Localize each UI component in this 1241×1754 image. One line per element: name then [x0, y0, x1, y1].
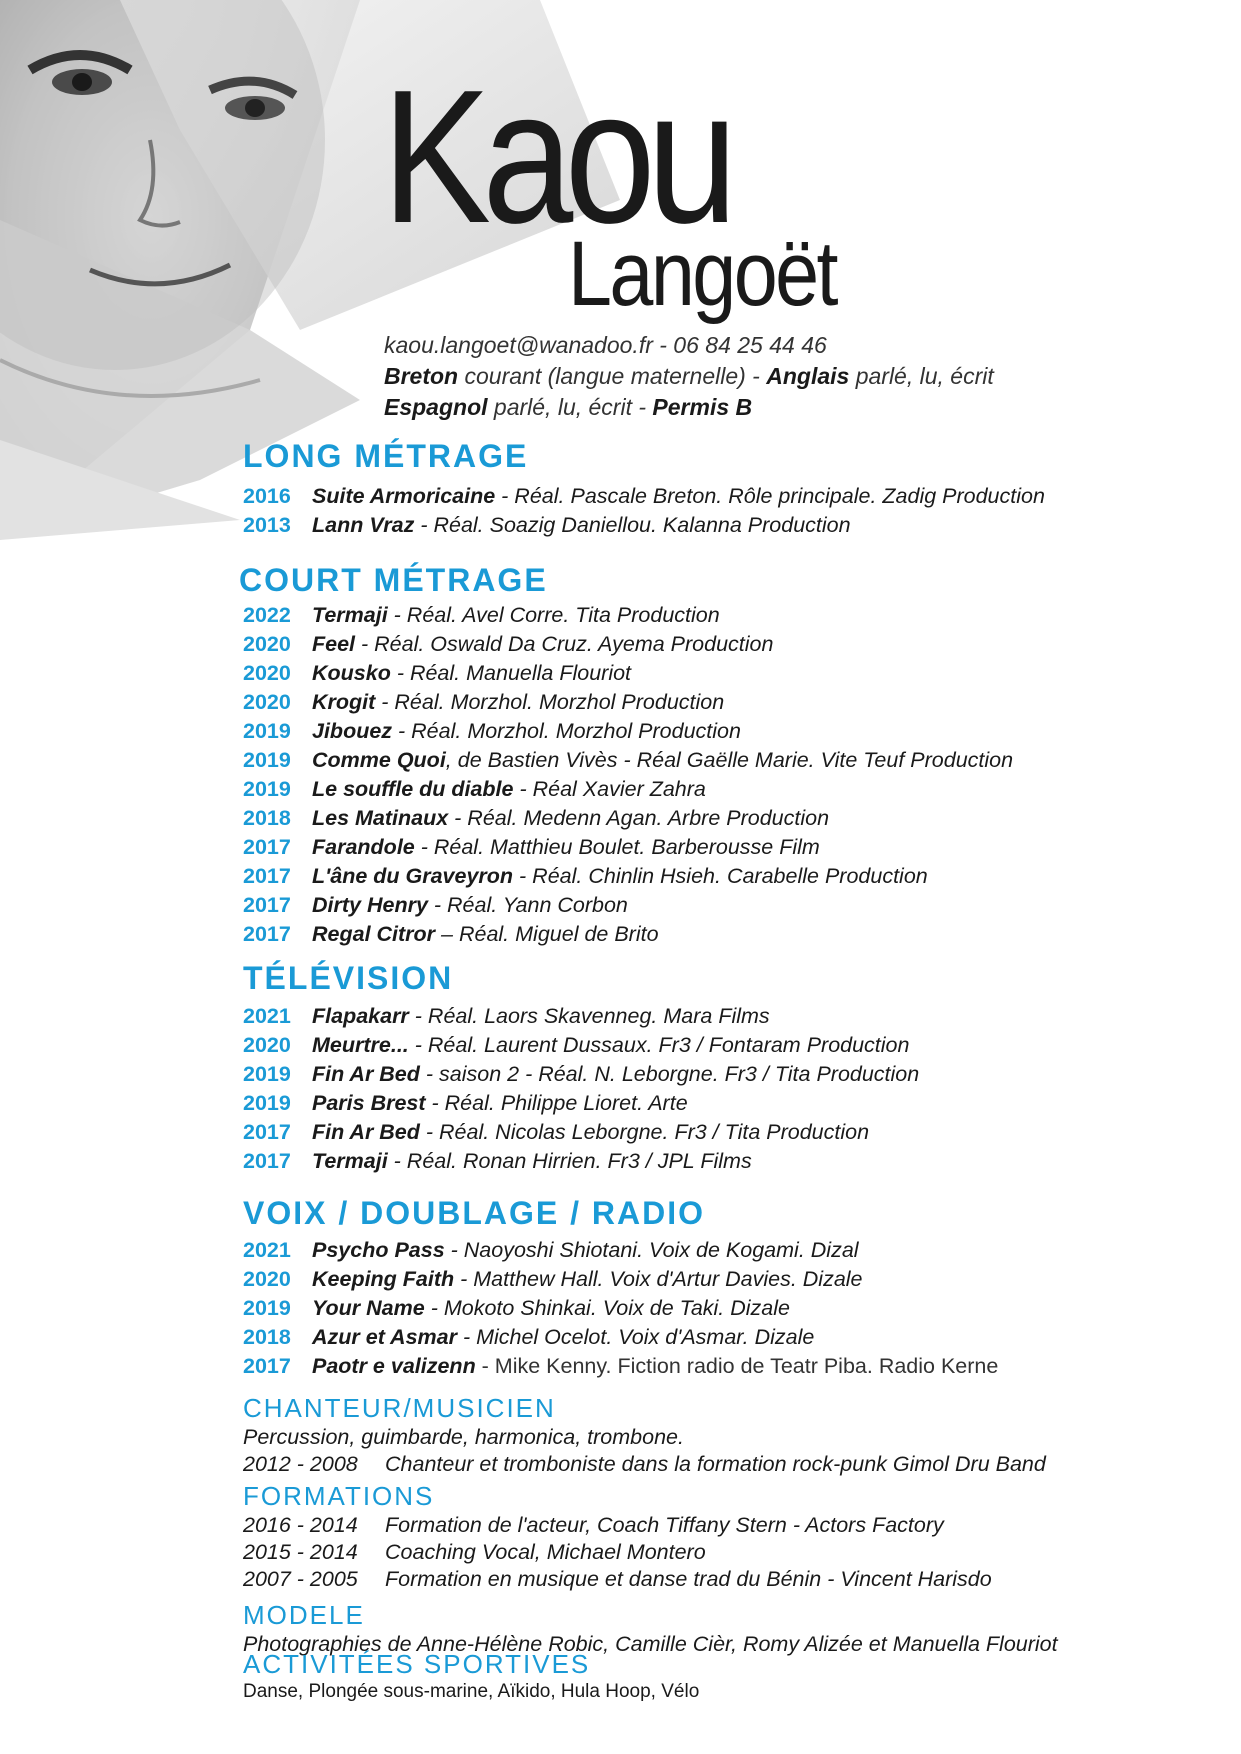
list-item [243, 775, 1013, 804]
section-heading-voix: VOIX / DOUBLAGE / RADIO [243, 1195, 706, 1231]
language-detail: courant (langue maternelle) - [458, 363, 767, 389]
entry-year: 2020 [243, 1267, 291, 1291]
entry-year: 2017 [243, 835, 291, 859]
chanteur-instruments: Percussion, guimbarde, harmonica, trombone. [243, 1425, 684, 1449]
entry-title: Keeping Faith [312, 1267, 455, 1291]
list-item [243, 862, 1013, 891]
section-heading-sports: ACTIVITÉES SPORTIVES [243, 1649, 591, 1679]
entry-year: 2018 [243, 1325, 291, 1349]
list-item [243, 833, 1013, 862]
modele-text: Photographies de Anne-Hélène Robic, Camille Cièr, Romy Alizée et Manuella Flouriot [243, 1632, 1058, 1656]
entry-title: Flapakarr [312, 1004, 409, 1028]
list-item [243, 511, 1045, 540]
language-name: Anglais [766, 363, 850, 389]
entry-title: Paotr e valizenn [312, 1354, 476, 1378]
entry-detail: - Mokoto Shinkai. Voix de Taki. Dizale [424, 1296, 790, 1320]
entry-year: 2019 [243, 777, 291, 801]
entry-title: Regal Citror [312, 922, 436, 946]
entry-title: Azur et Asmar [312, 1325, 457, 1349]
list-item [243, 1323, 998, 1352]
entry-detail: - Réal. Manuella Flouriot [390, 661, 632, 685]
entry-detail: - Réal. Laors Skavenneg. Mara Films [408, 1004, 770, 1028]
entry-title: Farandole [312, 835, 415, 859]
last-name: Langoët [568, 223, 836, 325]
entry-year: 2017 [243, 1354, 291, 1378]
list-item [243, 1566, 992, 1593]
entry-detail: - Réal. Pascale Breton. Rôle principale. Zadig Production [495, 484, 1045, 508]
entry-detail: – Réal. Miguel de Brito [435, 922, 659, 946]
entry-title: Paris Brest [312, 1091, 426, 1115]
chanteur-text: Chanteur et tromboniste dans la formation rock-punk Gimol Dru Band [385, 1452, 1046, 1476]
list-item [243, 1002, 919, 1031]
language-detail: parlé, lu, écrit [849, 363, 994, 389]
television-list [243, 1002, 919, 1176]
language-name: Permis B [652, 394, 753, 420]
entry-period: 2016 - 2014 [243, 1513, 358, 1537]
language-name: Breton [384, 363, 459, 389]
entry-year: 2016 [243, 484, 291, 508]
entry-title: Krogit [312, 690, 376, 714]
entry-year: 2017 [243, 1149, 291, 1173]
entry-title: Les Matinaux [312, 806, 449, 830]
list-item [243, 1539, 992, 1566]
list-item [243, 1352, 998, 1381]
voix-list [243, 1236, 998, 1381]
entry-detail: - Réal. Ronan Hirrien. Fr3 / JPL Films [387, 1149, 752, 1173]
list-item [243, 1236, 998, 1265]
entry-text: Coaching Vocal, Michael Montero [385, 1540, 706, 1564]
entry-year: 2020 [243, 632, 291, 656]
court-metrage-list [243, 601, 1013, 949]
list-item [243, 1294, 998, 1323]
entry-detail: - Réal. Morzhol. Morzhol Production [375, 690, 725, 714]
list-item [243, 1265, 998, 1294]
entry-year: 2022 [243, 603, 291, 627]
entry-title: Dirty Henry [312, 893, 428, 917]
entry-title: L'âne du Graveyron [312, 864, 514, 888]
entry-year: 2019 [243, 719, 291, 743]
entry-title: Lann Vraz [312, 513, 415, 537]
entry-detail: , de Bastien Vivès - Réal Gaëlle Marie. Vite Teuf Production [445, 748, 1014, 772]
entry-title: Psycho Pass [312, 1238, 445, 1262]
contact-block [384, 330, 994, 423]
entry-detail: - Réal. Yann Corbon [427, 893, 628, 917]
list-item [243, 746, 1013, 775]
entry-detail: - Réal. Oswald Da Cruz. Ayema Production [355, 632, 774, 656]
entry-year: 2019 [243, 1296, 291, 1320]
entry-detail: - Michel Ocelot. Voix d'Asmar. Dizale [456, 1325, 815, 1349]
list-item [243, 1118, 919, 1147]
entry-detail: - saison 2 - Réal. N. Leborgne. Fr3 / Tita Production [419, 1062, 920, 1086]
section-heading-long-metrage: LONG MÉTRAGE [243, 438, 529, 474]
entry-title: Suite Armoricaine [312, 484, 496, 508]
entry-detail: - Réal. Matthieu Boulet. Barberousse Film [414, 835, 820, 859]
entry-title: Fin Ar Bed [312, 1120, 420, 1144]
list-item [243, 1512, 992, 1539]
entry-year: 2017 [243, 1120, 291, 1144]
entry-title: Kousko [312, 661, 391, 685]
chanteur-entry [243, 1451, 1046, 1478]
list-item [243, 1031, 919, 1060]
entry-year: 2013 [243, 513, 291, 537]
entry-year: 2019 [243, 1062, 291, 1086]
entry-detail: - Réal. Nicolas Leborgne. Fr3 / Tita Production [419, 1120, 870, 1144]
entry-detail: - Réal. Morzhol. Morzhol Production [392, 719, 741, 743]
list-item [243, 891, 1013, 920]
entry-detail: - Réal. Chinlin Hsieh. Carabelle Production [513, 864, 928, 888]
entry-year: 2018 [243, 806, 291, 830]
entry-detail: - Réal. Laurent Dussaux. Fr3 / Fontaram Production [408, 1033, 910, 1057]
list-item [243, 1060, 919, 1089]
languages-line-2 [384, 392, 994, 423]
entry-title: Your Name [312, 1296, 425, 1320]
entry-title: Comme Quoi [312, 748, 446, 772]
section-heading-television: TÉLÉVISION [243, 960, 454, 996]
section-heading-court-metrage: COURT MÉTRAGE [239, 562, 548, 598]
entry-year: 2021 [243, 1238, 291, 1262]
list-item [243, 601, 1013, 630]
entry-year: 2017 [243, 922, 291, 946]
entry-period: 2007 - 2005 [243, 1567, 358, 1591]
entry-extra: - Mike Kenny. Fiction radio de Teatr Piba. Radio Kerne [475, 1354, 999, 1378]
entry-detail: - Réal. Soazig Daniellou. Kalanna Production [414, 513, 851, 537]
entry-text: Formation de l'acteur, Coach Tiffany Stern - Actors Factory [385, 1513, 944, 1537]
language-name: Espagnol [384, 394, 488, 420]
section-heading-modele: MODELE [243, 1600, 365, 1630]
list-item [243, 688, 1013, 717]
entry-title: Fin Ar Bed [312, 1062, 420, 1086]
list-item [243, 920, 1013, 949]
languages-line-1 [384, 361, 994, 392]
entry-year: 2019 [243, 1091, 291, 1115]
entry-text: Formation en musique et danse trad du Bénin - Vincent Harisdo [385, 1567, 992, 1591]
entry-year: 2020 [243, 661, 291, 685]
list-item [243, 804, 1013, 833]
entry-title: Feel [312, 632, 356, 656]
entry-period: 2015 - 2014 [243, 1540, 358, 1564]
entry-title: Termaji [312, 1149, 388, 1173]
chanteur-period: 2012 - 2008 [243, 1452, 358, 1476]
first-name: Kaou [382, 51, 730, 263]
entry-detail: - Réal Xavier Zahra [513, 777, 706, 801]
language-detail: parlé, lu, écrit - [487, 394, 653, 420]
section-heading-formations: FORMATIONS [243, 1481, 435, 1511]
entry-title: Meurtre... [312, 1033, 409, 1057]
list-item [243, 1089, 919, 1118]
entry-year: 2020 [243, 1033, 291, 1057]
entry-year: 2020 [243, 690, 291, 714]
entry-detail: - Naoyoshi Shiotani. Voix de Kogami. Dizal [444, 1238, 859, 1262]
entry-detail: - Matthew Hall. Voix d'Artur Davies. Dizale [454, 1267, 863, 1291]
contact-line: kaou.langoet@wanadoo.fr - 06 84 25 44 46 [384, 332, 827, 358]
formations-list [243, 1512, 992, 1593]
entry-year: 2017 [243, 864, 291, 888]
long-metrage-list [243, 482, 1045, 540]
list-item [243, 482, 1045, 511]
entry-detail: - Réal. Philippe Lioret. Arte [425, 1091, 688, 1115]
sports-text: Danse, Plongée sous-marine, Aïkido, Hula Hoop, Vélo [243, 1681, 700, 1702]
entry-detail: - Réal. Avel Corre. Tita Production [387, 603, 720, 627]
section-heading-chanteur: CHANTEUR/MUSICIEN [243, 1393, 556, 1423]
entry-detail: - Réal. Medenn Agan. Arbre Production [448, 806, 830, 830]
entry-title: Le souffle du diable [312, 777, 514, 801]
list-item [243, 659, 1013, 688]
list-item [243, 1147, 919, 1176]
entry-year: 2017 [243, 893, 291, 917]
entry-title: Termaji [312, 603, 388, 627]
entry-title: Jibouez [312, 719, 393, 743]
list-item [243, 630, 1013, 659]
entry-year: 2021 [243, 1004, 291, 1028]
list-item [243, 717, 1013, 746]
entry-year: 2019 [243, 748, 291, 772]
